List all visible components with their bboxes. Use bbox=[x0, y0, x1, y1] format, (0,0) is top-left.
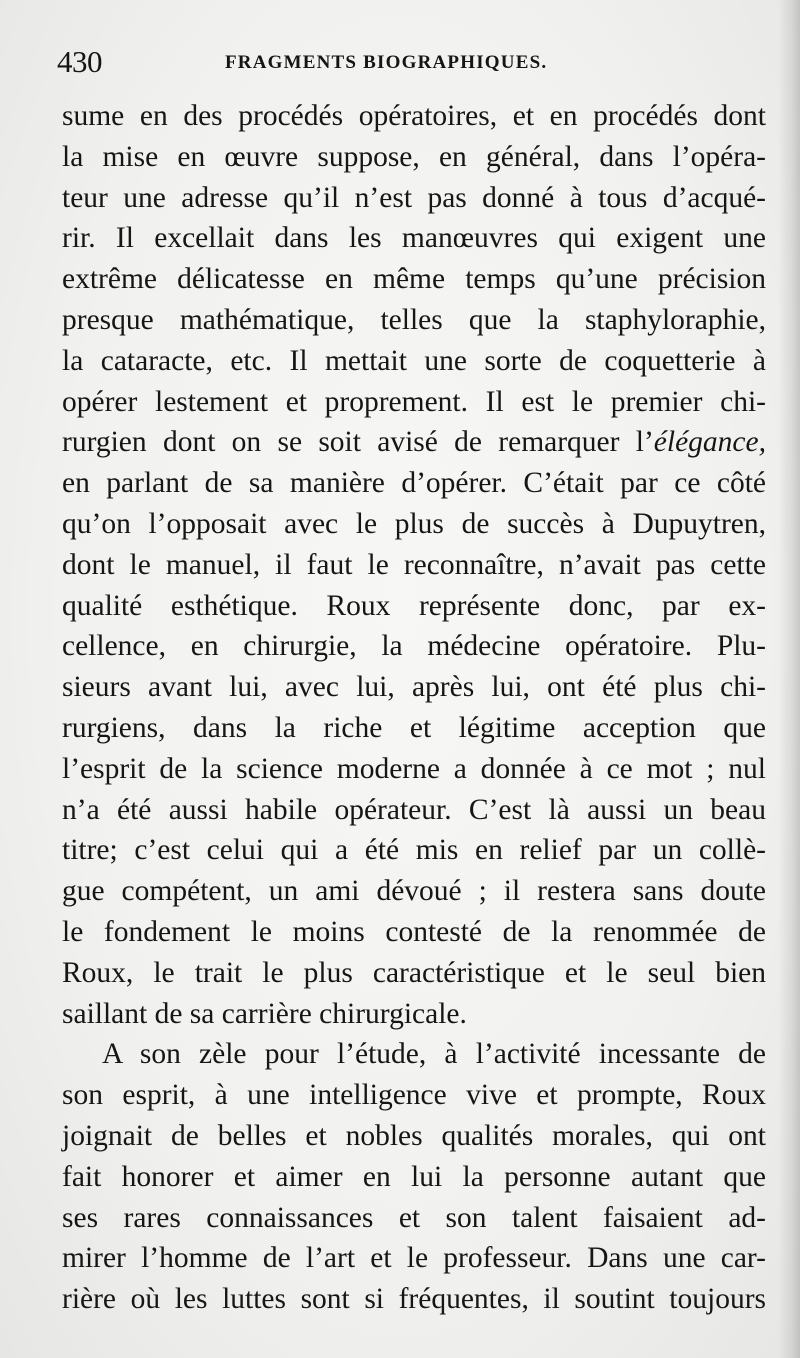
text-line: fait honorer et aimer en lui la personne autant que bbox=[62, 1160, 766, 1193]
text-line: gue compétent, un ami dévoué ; il restera sans doute bbox=[62, 875, 766, 908]
paragraph-start-line: A son zèle pour l’étude, à l’activité incessante de bbox=[102, 1038, 766, 1071]
text-line: son esprit, à une intelligence vive et prompte, Roux bbox=[62, 1079, 766, 1112]
text-line: qu’on l’opposait avec le plus de succès à Dupuytren, bbox=[62, 507, 766, 540]
text-line-with-emphasis bbox=[62, 422, 766, 463]
text-line: presque mathématique, telles que la staphyloraphie, bbox=[62, 303, 766, 336]
text-line: titre; c’est celui qui a été mis en relief par un collè- bbox=[62, 834, 766, 867]
body-text bbox=[62, 96, 766, 1320]
text-line: sume en des procédés opératoires, et en procédés dont bbox=[62, 100, 766, 132]
text-line: mirer l’homme de l’art et le professeur. Dans une car- bbox=[62, 1242, 766, 1275]
page-edge-shadow bbox=[778, 0, 800, 1358]
text-fragment: rurgien dont on se soit avisé de remarquer l’ bbox=[62, 426, 654, 459]
text-line: teur une adresse qu’il n’est pas donné à tous d’acqué- bbox=[62, 181, 766, 214]
text-line: Roux, le trait le plus caractéristique et le seul bien bbox=[62, 956, 766, 989]
text-line: rurgiens, dans la riche et légitime acception que bbox=[62, 711, 766, 744]
text-line: la cataracte, etc. Il mettait une sorte de coquetterie à bbox=[62, 344, 766, 377]
text-line: la mise en œuvre suppose, en général, dans l’opéra- bbox=[62, 140, 766, 173]
text-line: rière où les luttes sont si fréquentes, il soutint toujours bbox=[62, 1283, 766, 1316]
text-line: le fondement le moins contesté de la renommée de bbox=[62, 915, 766, 948]
text-line: dont le manuel, il faut le reconnaître, n’avait pas cette bbox=[62, 548, 766, 581]
italic-emphasis: élégance, bbox=[653, 426, 766, 459]
text-line: rir. Il excellait dans les manœuvres qui exigent une bbox=[62, 222, 766, 255]
paragraph-end-line: saillant de sa carrière chirurgicale. bbox=[62, 997, 467, 1030]
running-head: FRAGMENTS BIOGRAPHIQUES. bbox=[225, 52, 548, 73]
text-line: sieurs avant lui, avec lui, après lui, ont été plus chi- bbox=[62, 671, 766, 704]
page-number: 430 bbox=[57, 44, 102, 79]
text-line: n’a été aussi habile opérateur. C’est là aussi un beau bbox=[62, 793, 766, 826]
page-header bbox=[57, 44, 767, 84]
text-line: en parlant de sa manière d’opérer. C’était par ce côté bbox=[62, 467, 766, 500]
text-line: cellence, en chirurgie, la médecine opératoire. Plu- bbox=[62, 630, 766, 663]
text-line: l’esprit de la science moderne a donnée à ce mot ; nul bbox=[62, 752, 766, 785]
text-line: opérer lestement et proprement. Il est le premier chi- bbox=[62, 385, 766, 418]
text-line: ses rares connaissances et son talent faisaient ad- bbox=[62, 1201, 766, 1234]
text-line: joignait de belles et nobles qualités morales, qui ont bbox=[62, 1119, 766, 1152]
text-line: qualité esthétique. Roux représente donc, par ex- bbox=[62, 589, 766, 622]
text-line: extrême délicatesse en même temps qu’une précision bbox=[62, 263, 766, 296]
